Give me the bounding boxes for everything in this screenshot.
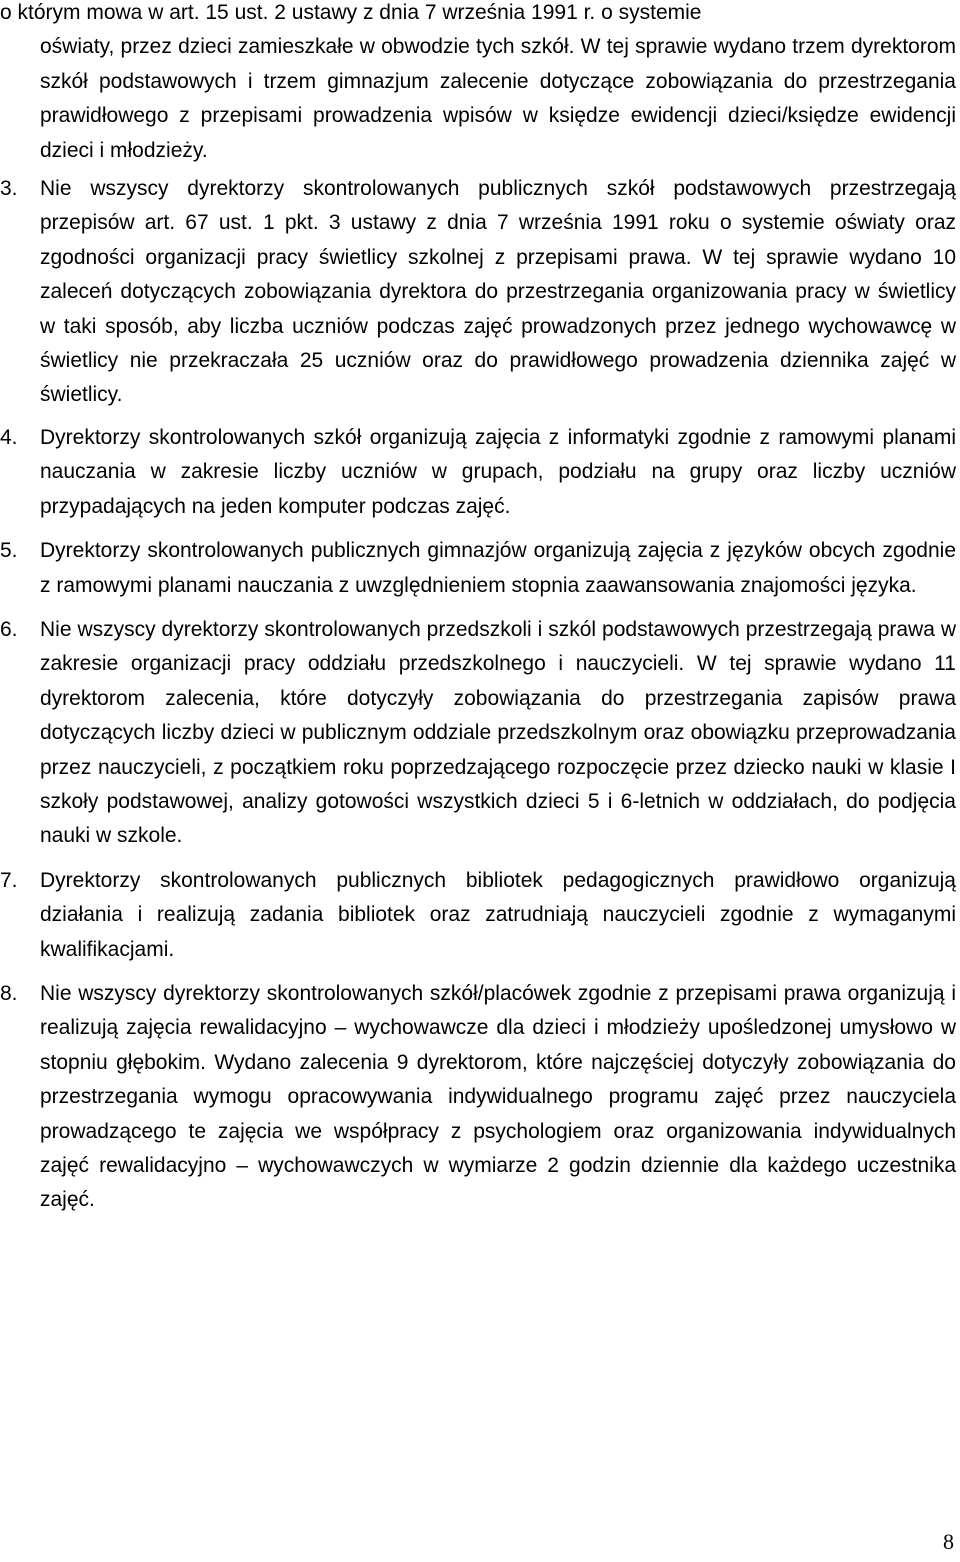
page-number: 8 [943, 1529, 954, 1554]
list-item-5 [0, 534, 960, 603]
list-item-8 [0, 977, 960, 1218]
list-item-text: Dyrektorzy skontrolowanych publicznych gimnazjów organizują zajęcia z języków obcych zgodnie z ramowymi planami nauczania z uwzględnieniem stopnia zaawansowania znajomości języka. [40, 539, 956, 597]
list-item-text: Nie wszyscy dyrektorzy skontrolowanych szkół/placówek zgodnie z przepisami prawa organizują i realizują zajęcia rewalidacyjno – wychowawcze dla dzieci i młodzieży upośledzonej umysłowo w stopniu głębokim. Wydano zalecenia 9 dyrektorom, które najczęściej dotyczyły zobowiązania do przestrzegania wymogu opracowywania indywidualnego programu zajęć przez nauczyciela prowadzącego te zajęcia we współpracy z psychologiem oraz organizowania indywidualnych zajęć rewalidacyjno – wychowawczych w wymiarze 2 godzin dziennie dla każdego uczestnika zajęć. [40, 981, 956, 1212]
list-item-number: 5. [0, 539, 18, 563]
continued-paragraph [0, 0, 960, 168]
lead-continuation: oświaty, przez dzieci zamieszkałe w obwodzie tych szkół. W tej sprawie wydano trzem dyrektorom szkół podstawowych i trzem gimnazjum zalecenie dotyczące zobowiązania do przestrzegania prawidłowego z przepisami prowadzenia wpisów w księdze ewidencji dzieci/księdze ewidencji dzieci i młodzieży. [40, 35, 956, 162]
list-item-number: 3. [0, 177, 18, 201]
list-item-text: Dyrektorzy skontrolowanych szkół organizują zajęcia z informatyki zgodnie z ramowymi planami nauczania w zakresie liczby uczniów w grupach, podziału na grupy oraz liczby uczniów przypadających na jeden komputer podczas zajęć. [40, 425, 956, 518]
list-item-3 [0, 172, 960, 413]
list-item-number: 8. [0, 981, 18, 1005]
list-item-text: Nie wszyscy dyrektorzy skontrolowanych publicznych szkół podstawowych przestrzegają przepisów art. 67 ust. 1 pkt. 3 ustawy z dnia 7 września 1991 roku o systemie oświaty oraz zgodności organizacji pracy świetlicy szkolnej z przepisami prawa. W tej sprawie wydano 10 zaleceń dotyczących zobowiązania dyrektora do przestrzegania organizowania pracy w świetlicy w taki sposób, aby liczba uczniów podczas zajęć prowadzonych przez jednego wychowawcę w świetlicy nie przekraczała 25 uczniów oraz do prawidłowego prowadzenia dziennika zajęć w świetlicy. [40, 177, 956, 407]
lead-first-line: o którym mowa w art. 15 ust. 2 ustawy z dnia 7 września 1991 r. o systemie [0, 1, 702, 24]
list-item-number: 4. [0, 425, 18, 449]
list-item-text: Nie wszyscy dyrektorzy skontrolowanych przedszkoli i szkól podstawowych przestrzegają prawa w zakresie organizacji pracy oddziału przedszkolnego i nauczycieli. W tej sprawie wydano 11 dyrektorom zalecenia, które dotyczyły zobowiązania do przestrzegania zapisów prawa dotyczących liczby dzieci w publicznym oddziale przedszkolnym oraz obowiązku przeprowadzania przez nauczycieli, z początkiem roku poprzedzającego rozpoczęcie przez dziecko nauki w klasie I szkoły podstawowej, analizy gotowości wszystkich dzieci 5 i 6-letnich w oddziałach, do podjęcia nauki w szkole. [40, 617, 956, 848]
list-item-text: Dyrektorzy skontrolowanych publicznych bibliotek pedagogicznych prawidłowo organizują działania i realizują zadania bibliotek oraz zatrudniają nauczycieli zgodnie z wymaganymi kwalifikacjami. [40, 868, 956, 961]
list-item-7 [0, 864, 960, 967]
list-item-6 [0, 613, 960, 854]
list-item-number: 6. [0, 617, 18, 641]
list-item-number: 7. [0, 868, 18, 892]
list-item-4 [0, 421, 960, 524]
